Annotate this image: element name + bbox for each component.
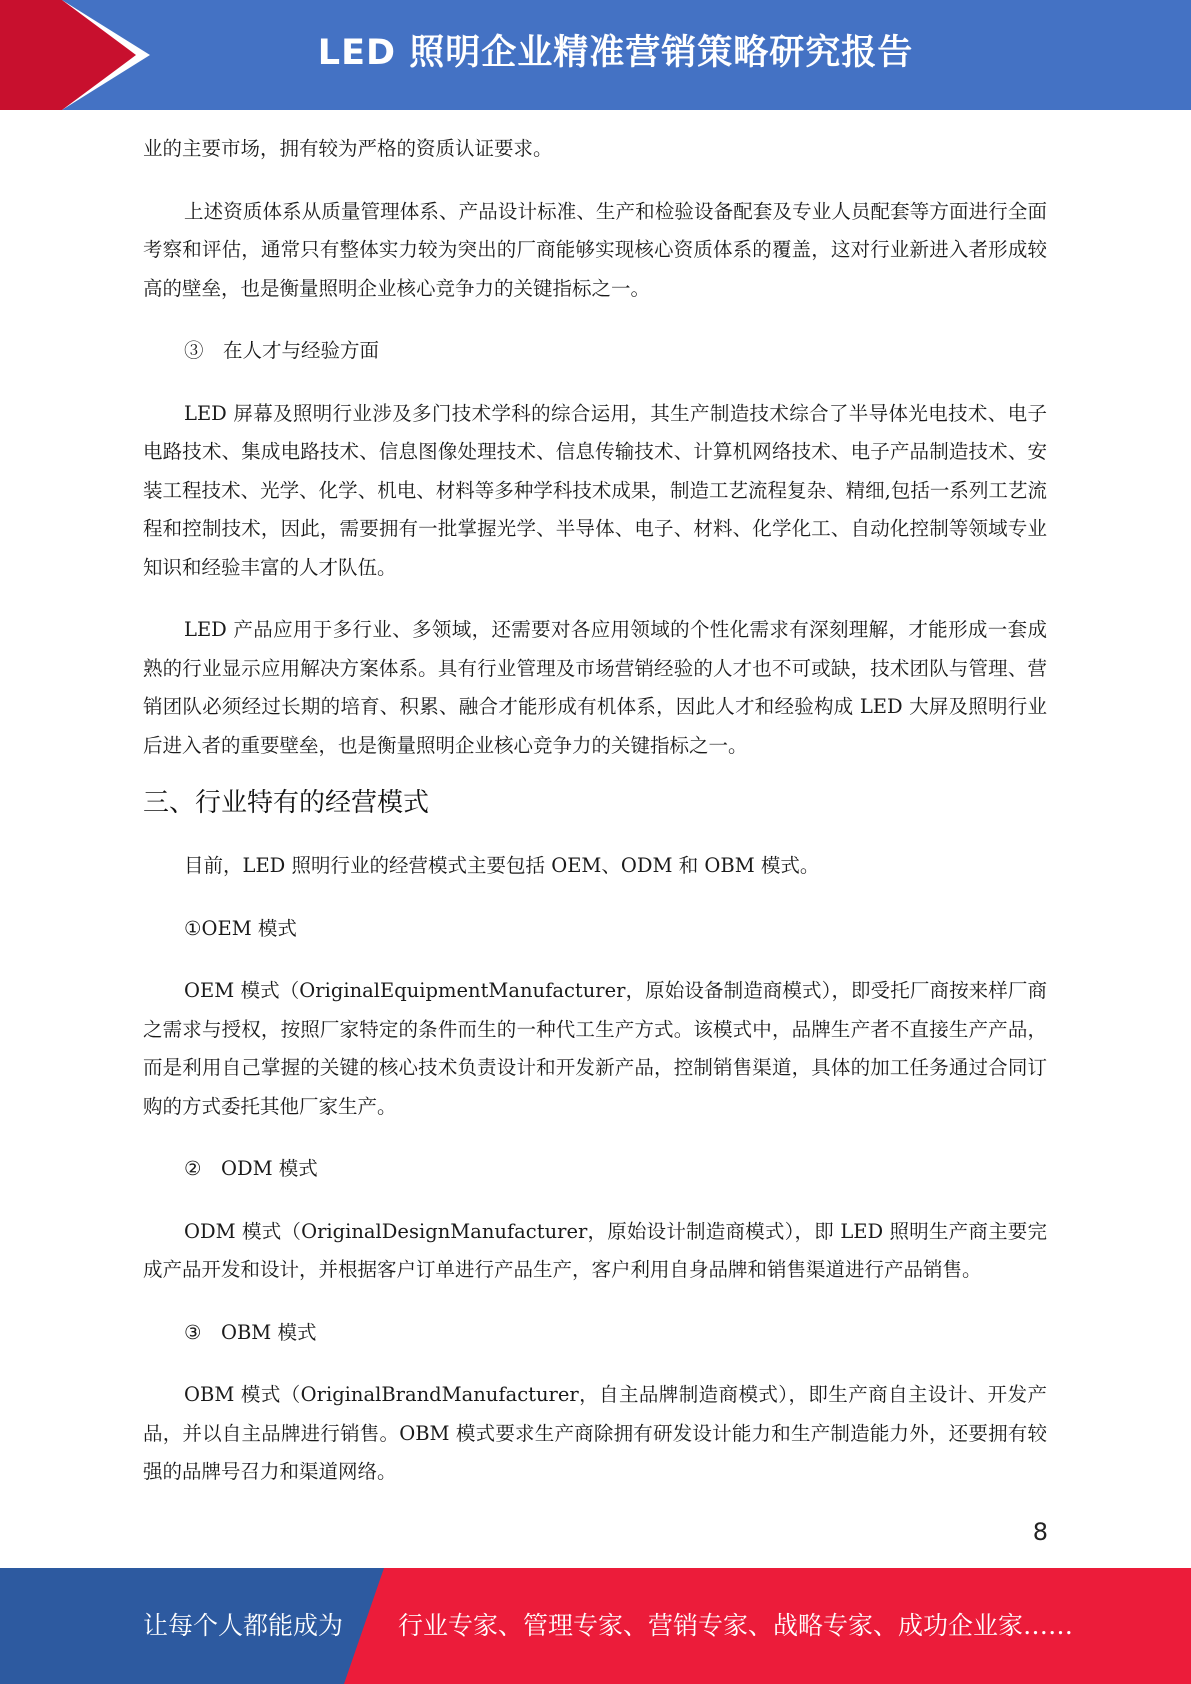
paragraph-obm: OBM 模式（OriginalBrandManufacturer，自主品牌制造商模式），即生产商自主设计、开发产品，并以自主品牌进行销售。OBM 模式要求生产商除拥有研发设计能力和生产制造能力外，还要拥有较强的品牌号召力和渠道网络。 (143, 1383, 1047, 1483)
paragraph-led-technology: LED 屏幕及照明行业涉及多门技术学科的综合运用，其生产制造技术综合了半导体光电技术、电子电路技术、集成电路技术、信息图像处理技术、信息传输技术、计算机网络技术、电子产品制造技术、安装工程技术、光学、化学、机电、材料等多种学科技术成果，制造工艺流程复杂、精细,包括一系列工艺流程和控制技术，因此，需要拥有一批掌握光学、半导体、电子、材料、化学化工、自动化控制等领域专业知识和经验丰富的人才队伍。 (143, 401, 1047, 579)
header-arrow-decoration (0, 0, 160, 110)
paragraph-qualification-system: 上述资质体系从质量管理体系、产品设计标准、生产和检验设备配套及专业人员配套等方面进行全面考察和评估，通常只有整体实力较为突出的厂商能够实现核心资质体系的覆盖，这对行业新进入者形成较高的壁垒，也是衡量照明企业核心竞争力的关键指标之一。 (143, 199, 1047, 300)
subheading-odm: ② ODM 模式 (184, 1157, 318, 1180)
section-heading-business-model: 三、行业特有的经营模式 (143, 788, 430, 818)
page-number: 8 (1032, 1518, 1048, 1546)
subheading-talent-experience: ③ 在人才与经验方面 (184, 339, 380, 362)
paragraph-continued: 业的主要市场，拥有较为严格的资质认证要求。 (143, 137, 553, 160)
paragraph-oem: OEM 模式（OriginalEquipmentManufacturer，原始设备制造商模式），即受托厂商按来样厂商之需求与授权，按照厂家特定的条件而生的一种代工生产方式。该模式中，品牌生产者不直接生产产品，而是利用自己掌握的关键的核心技术负责设计和开发新产品，控制销售渠道，具体的加工任务通过合同订购的方式委托其他厂家生产。 (143, 979, 1047, 1118)
header-title: LED 照明企业精准营销策略研究报告 (317, 33, 914, 73)
paragraph-business-model-intro: 目前，LED 照明行业的经营模式主要包括 OEM、ODM 和 OBM 模式。 (184, 854, 820, 877)
paragraph-odm: ODM 模式（OriginalDesignManufacturer，原始设计制造商模式），即 LED 照明生产商主要完成产品开发和设计，并根据客户订单进行产品生产，客户利用自身品牌和销售渠道进行产品销售。 (143, 1219, 1047, 1281)
page-footer (0, 1568, 1191, 1684)
document-body (143, 130, 1047, 1492)
subheading-oem: ①OEM 模式 (184, 916, 297, 940)
footer-slogan-left: 让每个人都能成为 (143, 1611, 344, 1640)
page-header (0, 0, 1191, 110)
subheading-obm: ③ OBM 模式 (184, 1320, 317, 1344)
footer-slogan-right: 行业专家、管理专家、营销专家、战略专家、成功企业家…… (398, 1611, 1074, 1640)
paragraph-led-applications: LED 产品应用于多行业、多领域，还需要对各应用领域的个性化需求有深刻理解，才能形成一套成熟的行业显示应用解决方案体系。具有行业管理及市场营销经验的人才也不可或缺，技术团队与管理、营销团队必须经过长期的培育、积累、融合才能形成有机体系，因此人才和经验构成 LED 大屏及照明行业后进入者的重要壁垒，也是衡量照明企业核心竞争力的关键指标之一。 (143, 618, 1047, 757)
